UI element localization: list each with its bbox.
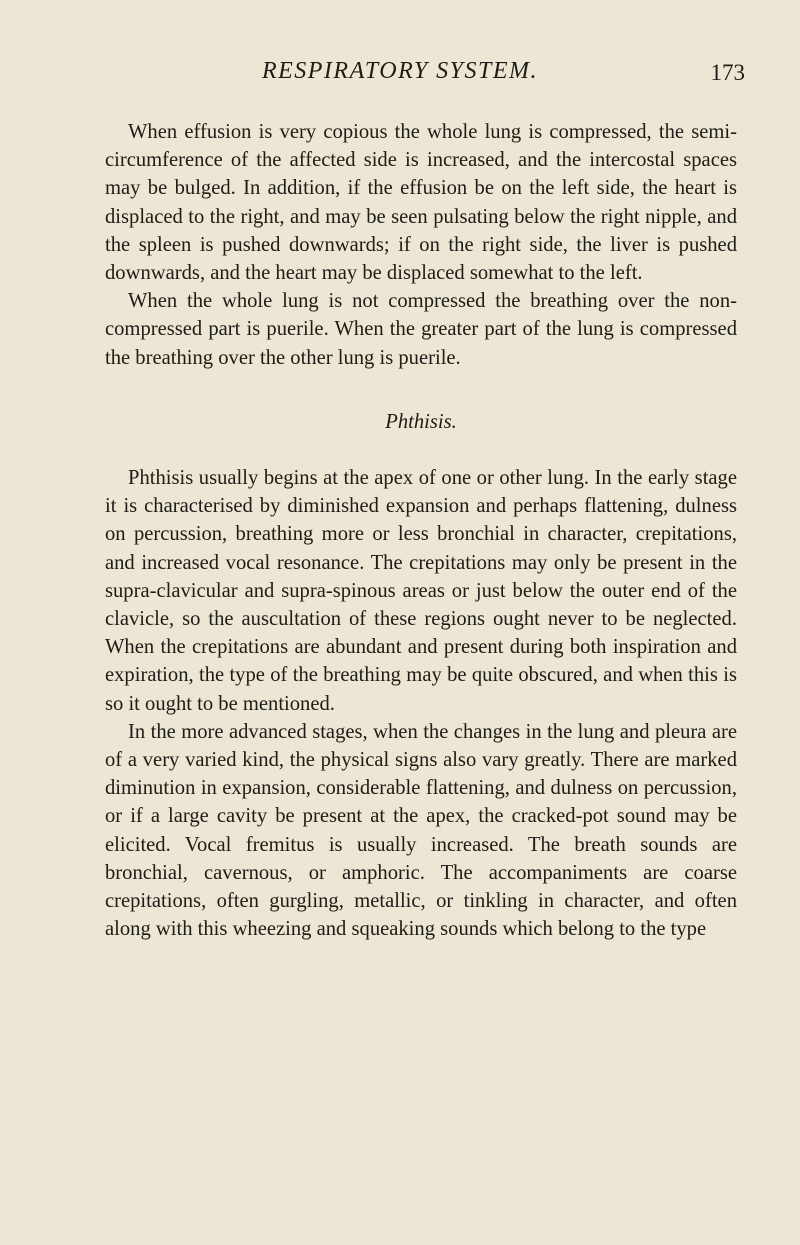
body-text [105, 118, 737, 943]
page-number: 173 [710, 60, 745, 85]
paragraph-breathing: When the whole lung is not compressed the breathing over the non-compressed part is puerile. When the greater part of the lung is compressed the breathing over the other lung is puerile. [105, 290, 737, 369]
running-title: RESPIRATORY SYSTEM. [261, 58, 539, 84]
paragraph-phthisis-early: Phthisis usually begins at the apex of one or other lung. In the early stage it is characterised by diminished expansion and perhaps flattening, dulness on percussion, breathing more or less bronchial in character, crepitations, and increased vocal resonance. The crepitations may only be present in the supra-clavicular and supra-spinous areas or just below the outer end of the clavicle, so the auscultation of these regions ought never to be neglected. When the crepitations are abundant and present during both inspiration and expiration, the type of the breathing may be quite obscured, and when this is so it ought to be mentioned. [105, 467, 737, 715]
paragraph-phthisis-advanced: In the more advanced stages, when the changes in the lung and pleura are of a very varied kind, the physical signs also vary greatly. There are marked diminution in expansion, considerable flattening, and dulness on percussion, or if a large cavity be present at the apex, the cracked-pot sound may be elicited. Vocal fremitus is usually increased. The breath sounds are bronchial, cavernous, or amphoric. The accompaniments are coarse crepitations, often gurgling, metallic, or tinkling in character, and often along with this wheezing and squeaking sounds which belong to the type [105, 720, 737, 941]
section-heading: Phthisis. [385, 410, 457, 433]
running-head [0, 58, 800, 88]
paragraph-effusion: When effusion is very copious the whole lung is compressed, the semi-circumference of the affected side is increased, and the intercostal spaces may be bulged. In addition, if the effusion be on the left side, the heart is displaced to the right, and may be seen pulsating below the right nipple, and the spleen is pushed downwards; if on the right side, the liver is pushed downwards, and the heart may be displaced somewhat to the left. [105, 121, 737, 285]
